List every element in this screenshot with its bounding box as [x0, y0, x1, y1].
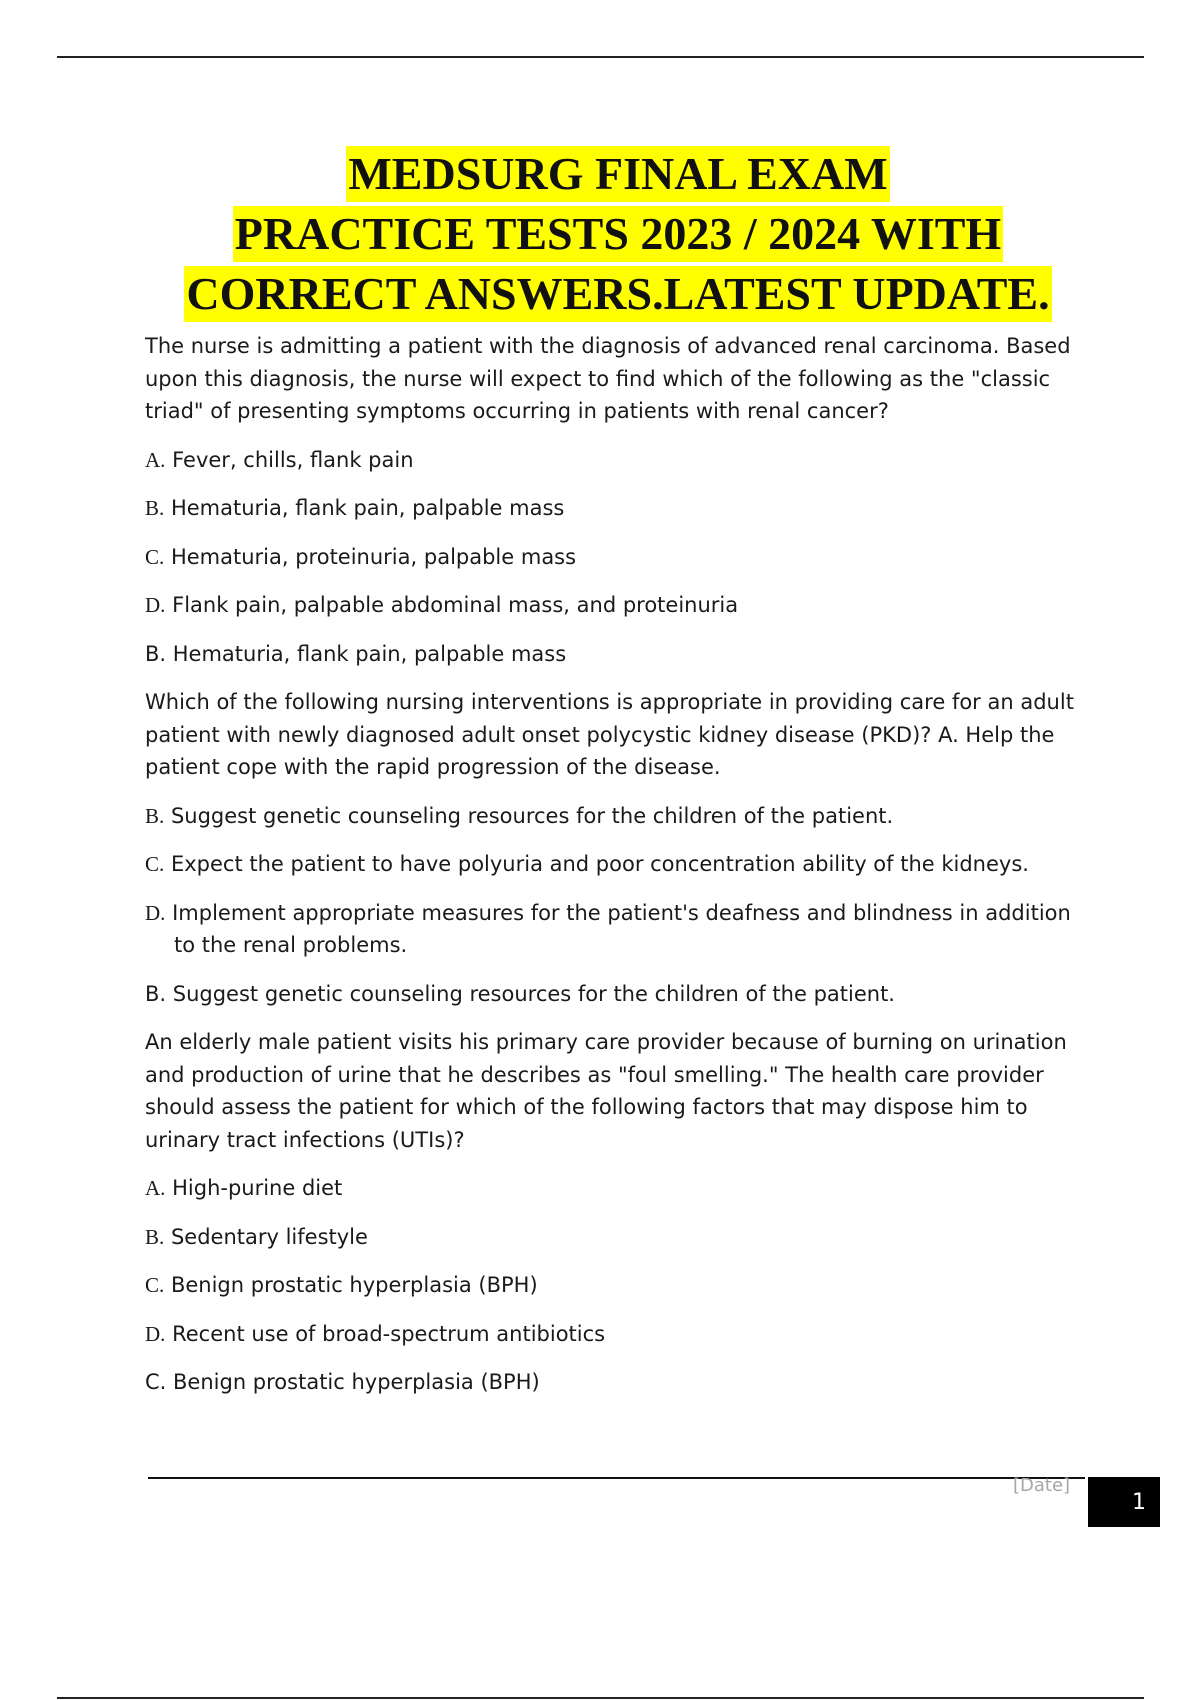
- footer-date-placeholder: [Date]: [1013, 1475, 1071, 1496]
- page-number-box: 1: [1088, 1477, 1160, 1527]
- answer-option: C. Expect the patient to have polyuria and poor concentration ability of the kidneys.: [145, 852, 1029, 876]
- question-text: An elderly male patient visits his primary care provider because of burning on urination and production of urine that he describes as "foul smelling." The health care provider should assess the patient for which of the following factors that may dispose him to urinary tract infections (UTIs)?: [145, 1030, 1067, 1152]
- title-line-1: MEDSURG FINAL EXAM: [346, 146, 889, 202]
- page-bottom-rule: [57, 1697, 1144, 1699]
- question-text: Which of the following nursing interventions is appropriate in providing care for an adult patient with newly diagnosed adult onset polycystic kidney disease (PKD)? A. Help the patient cope with the rapid progression of the disease.: [145, 690, 1074, 779]
- document-title: [0, 146, 1200, 326]
- answer-option: A. High-purine diet: [145, 1176, 343, 1200]
- answer-option: D. Recent use of broad-spectrum antibiotics: [145, 1321, 606, 1346]
- answer-option: C. Hematuria, proteinuria, palpable mass: [145, 544, 577, 569]
- correct-answer: B. Suggest genetic counseling resources for the children of the patient.: [145, 981, 895, 1006]
- footer-rule: [148, 1477, 1085, 1479]
- answer-option: D. Flank pain, palpable abdominal mass, and proteinuria: [145, 593, 739, 617]
- answer-option: B. Suggest genetic counseling resources for the children of the patient.: [145, 803, 894, 828]
- correct-answer: B. Hematuria, flank pain, palpable mass: [145, 641, 567, 666]
- answer-option: C. Benign prostatic hyperplasia (BPH): [145, 1273, 538, 1297]
- correct-answer: C. Benign prostatic hyperplasia (BPH): [145, 1370, 540, 1394]
- document-body: [145, 330, 1085, 1415]
- answer-option: A. Fever, chills, flank pain: [145, 447, 414, 472]
- answer-option: D. Implement appropriate measures for the patient's deafness and blindness in addition to the renal problems.: [145, 900, 1071, 957]
- answer-option: B. Sedentary lifestyle: [145, 1224, 368, 1249]
- title-line-2: PRACTICE TESTS 2023 / 2024 WITH: [233, 206, 1003, 262]
- question-block: [145, 1026, 1085, 1399]
- question-block: [145, 330, 1085, 670]
- question-block: [145, 686, 1085, 1010]
- answer-option: B. Hematuria, flank pain, palpable mass: [145, 496, 565, 520]
- header-rule: [57, 56, 1144, 58]
- title-line-3: CORRECT ANSWERS.LATEST UPDATE.: [184, 266, 1051, 322]
- question-text: The nurse is admitting a patient with the diagnosis of advanced renal carcinoma. Based upon this diagnosis, the nurse will expect to find which of the following as the "classic triad" of presenting symptoms occurring in patients with renal cancer?: [145, 334, 1071, 423]
